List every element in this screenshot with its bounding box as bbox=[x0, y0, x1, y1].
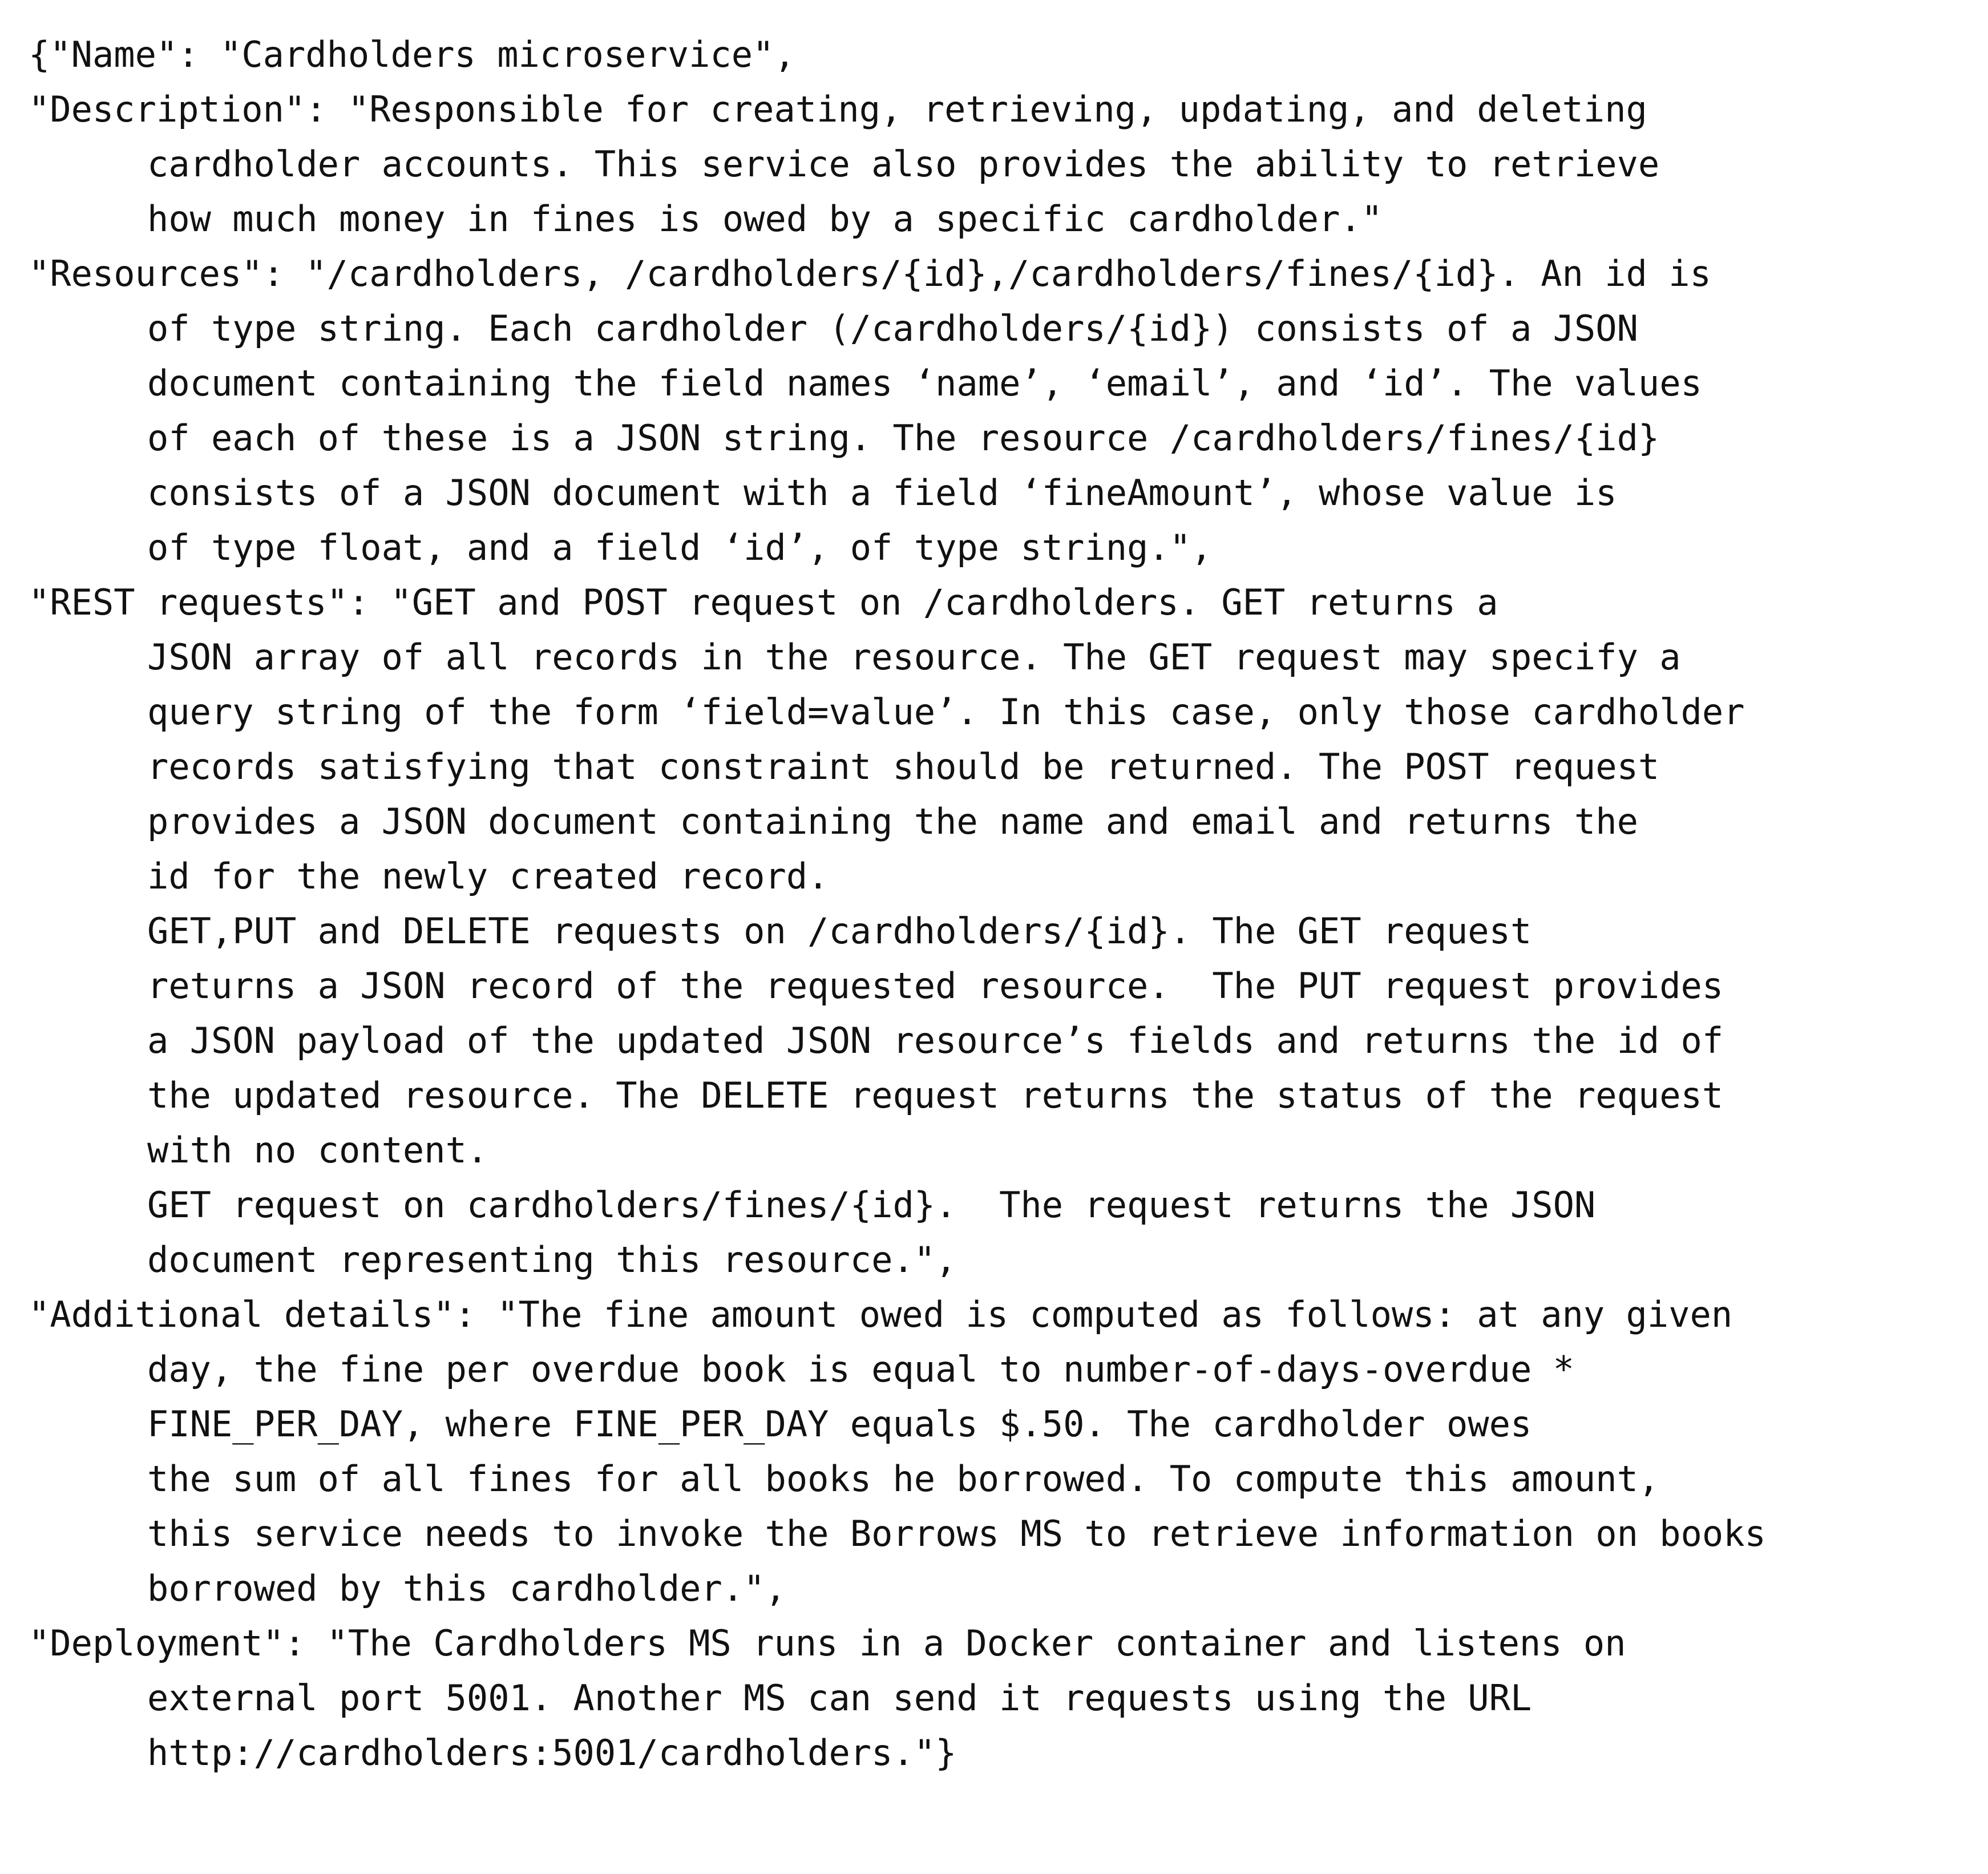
doc-line-additional-details-key: "Additional details": "The fine amount owed is computed as follows: at any given bbox=[29, 1294, 1733, 1335]
doc-line-rest-requests-cont: records satisfying that constraint should be returned. The POST request bbox=[147, 746, 1660, 787]
doc-line-name: {"Name": "Cardholders microservice", bbox=[29, 34, 795, 75]
doc-line-resources-cont: document containing the field names ‘name’, ‘email’, and ‘id’. The values bbox=[147, 362, 1702, 404]
doc-line-rest-requests-cont: returns a JSON record of the requested resource. The PUT request provides bbox=[147, 965, 1724, 1007]
doc-line-deployment-key: "Deployment": "The Cardholders MS runs in a Docker container and listens on bbox=[29, 1622, 1626, 1664]
doc-line-additional-details-cont: FINE_PER_DAY, where FINE_PER_DAY equals $.50. The cardholder owes bbox=[147, 1403, 1532, 1445]
doc-line-description-cont: how much money in fines is owed by a specific cardholder." bbox=[147, 198, 1383, 240]
doc-line-rest-requests-cont: provides a JSON document containing the name and email and returns the bbox=[147, 801, 1638, 842]
doc-line-rest-requests-cont: query string of the form ‘field=value’. In this case, only those cardholder bbox=[147, 691, 1745, 733]
doc-line-rest-requests-cont: id for the newly created record. bbox=[147, 855, 829, 897]
doc-line-description-cont: cardholder accounts. This service also provides the ability to retrieve bbox=[147, 143, 1660, 185]
doc-line-additional-details-cont: borrowed by this cardholder.", bbox=[147, 1568, 786, 1609]
doc-line-resources-cont: consists of a JSON document with a field ‘fineAmount’, whose value is bbox=[147, 472, 1617, 514]
doc-line-rest-requests-cont: the updated resource. The DELETE request returns the status of the request bbox=[147, 1075, 1724, 1116]
doc-line-rest-requests-cont: GET request on cardholders/fines/{id}. The request returns the JSON bbox=[147, 1184, 1596, 1226]
doc-line-rest-requests-key: "REST requests": "GET and POST request on /cardholders. GET returns a bbox=[29, 581, 1498, 623]
doc-line-resources-cont: of type string. Each cardholder (/cardholders/{id}) consists of a JSON bbox=[147, 308, 1638, 349]
doc-line-resources-key: "Resources": "/cardholders, /cardholders/{id},/cardholders/fines/{id}. An id is bbox=[29, 253, 1711, 294]
doc-line-additional-details-cont: this service needs to invoke the Borrows MS to retrieve information on books bbox=[147, 1513, 1766, 1554]
doc-line-rest-requests-cont: document representing this resource.", bbox=[147, 1239, 957, 1281]
json-document bbox=[29, 27, 1974, 1780]
doc-line-additional-details-cont: the sum of all fines for all books he borrowed. To compute this amount, bbox=[147, 1458, 1660, 1500]
doc-line-deployment-cont: http://cardholders:5001/cardholders."} bbox=[147, 1732, 957, 1774]
doc-line-rest-requests-cont: with no content. bbox=[147, 1129, 488, 1171]
doc-line-rest-requests-cont: a JSON payload of the updated JSON resource’s fields and returns the id of bbox=[147, 1020, 1724, 1061]
doc-line-additional-details-cont: day, the fine per overdue book is equal to number-of-days-overdue * bbox=[147, 1348, 1574, 1390]
doc-line-resources-cont: of type float, and a field ‘id’, of type string.", bbox=[147, 527, 1213, 568]
doc-line-description-key: "Description": "Responsible for creating, retrieving, updating, and deleting bbox=[29, 88, 1647, 130]
doc-line-rest-requests-cont: GET,PUT and DELETE requests on /cardholders/{id}. The GET request bbox=[147, 910, 1532, 952]
doc-line-rest-requests-cont: JSON array of all records in the resource. The GET request may specify a bbox=[147, 636, 1681, 678]
doc-line-resources-cont: of each of these is a JSON string. The resource /cardholders/fines/{id} bbox=[147, 417, 1660, 459]
doc-line-deployment-cont: external port 5001. Another MS can send it requests using the URL bbox=[147, 1677, 1532, 1719]
